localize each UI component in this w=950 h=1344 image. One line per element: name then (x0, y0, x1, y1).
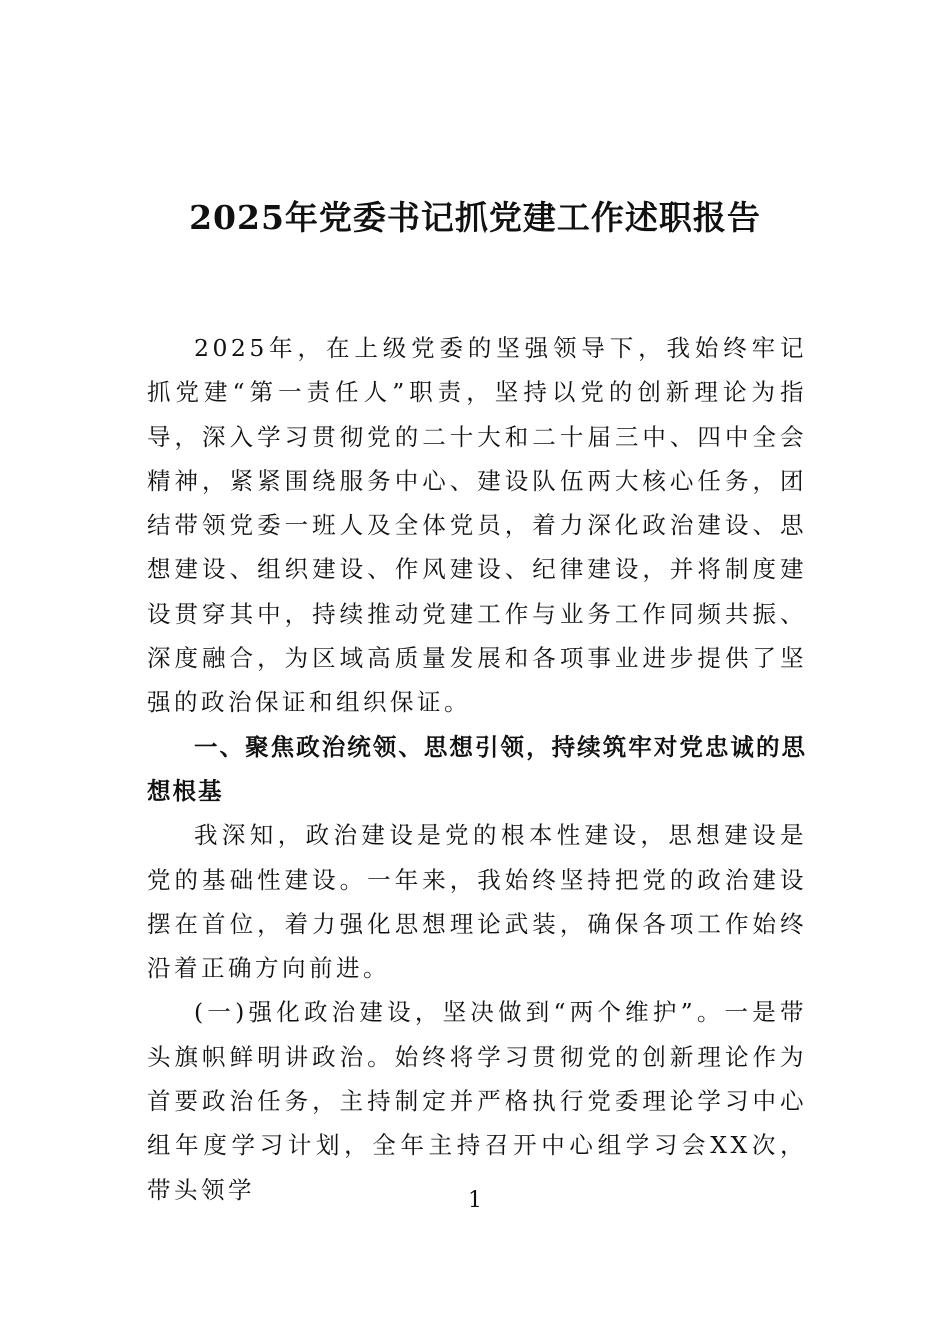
document-title: 2025年党委书记抓党建工作述职报告 (189, 198, 761, 237)
page-number: 1 (468, 1188, 482, 1213)
section-intro-paragraph: 我深知，政治建设是党的根本性建设，思想建设是党的基础性建设。一年来，我始终坚持把党的政治建设摆在首位，着力强化思想理论武装，确保各项工作始终沿着正确方向前进。 (147, 821, 807, 983)
document-body (147, 326, 807, 1212)
subsection-paragraph: (一)强化政治建设，坚决做到“两个维护”。一是带头旗帜鲜明讲政治。始终将学习贯彻党的创新理论作为首要政治任务，主持制定并严格执行党委理论学习中心组年度学习计划，全年主持召开中心组学习会XX次，带头领学 (147, 998, 807, 1204)
intro-paragraph: 2025年，在上级党委的坚强领导下，我始终牢记抓党建“第一责任人”职责，坚持以党的创新理论为指导，深入学习贯彻党的二十大和二十届三中、四中全会精神，紧紧围绕服务中心、建设队伍两大核心任务，团结带领党委一班人及全体党员，着力深化政治建设、思想建设、组织建设、作风建设、纪律建设，并将制度建设贯穿其中，持续推动党建工作与业务工作同频共振、深度融合，为区域高质量发展和各项事业进步提供了坚强的政治保证和组织保证。 (147, 334, 807, 717)
section-heading: 一、聚焦政治统领、思想引领，持续筑牢对党忠诚的思想根基 (147, 732, 807, 805)
